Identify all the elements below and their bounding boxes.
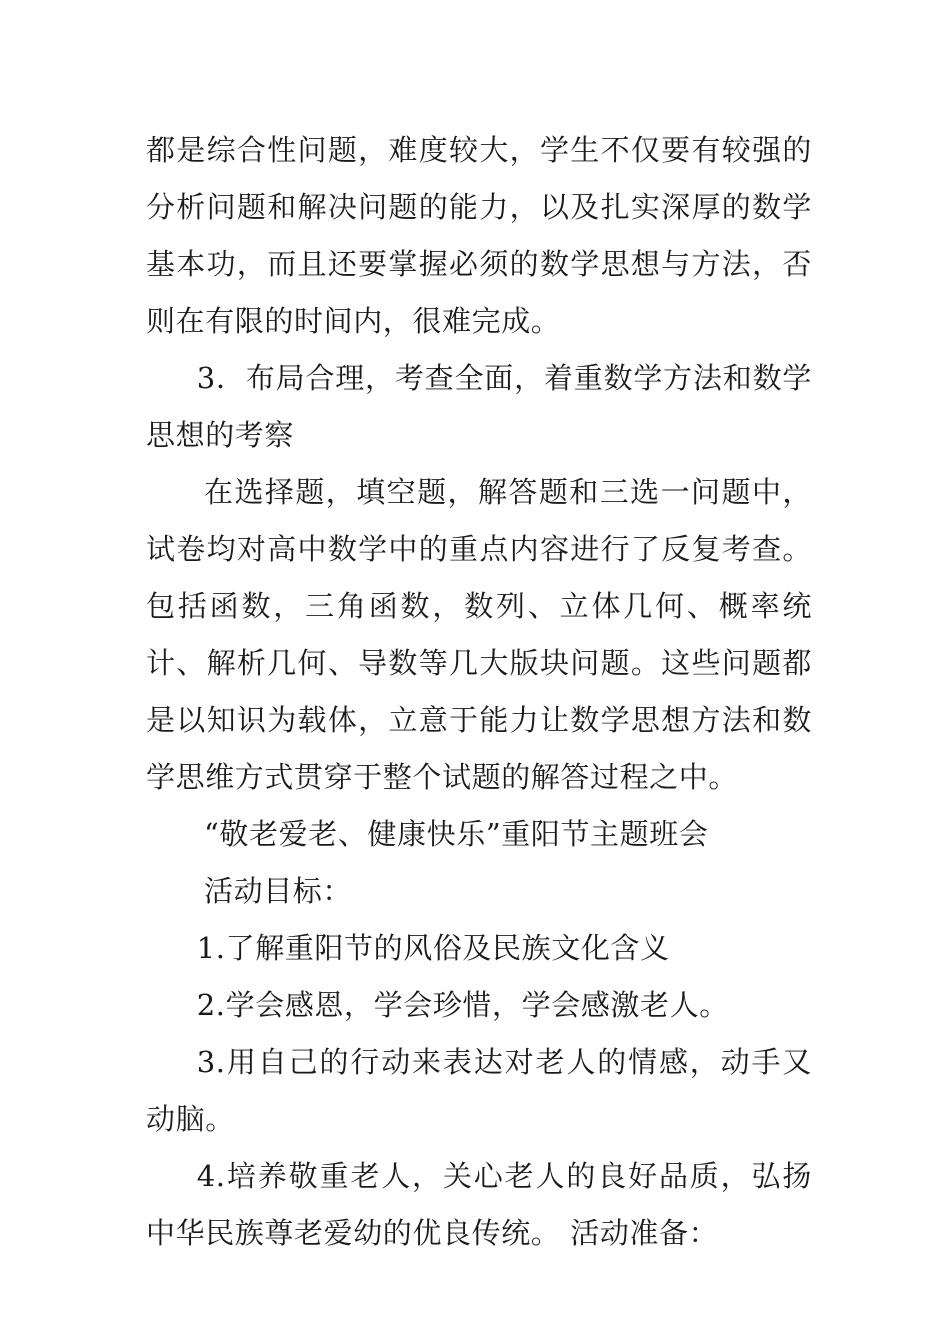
paragraph-continuation: 都是综合性问题，难度较大，学生不仅要有较强的分析问题和解决问题的能力，以及扎实深厚的数学基本功，而且还要掌握必须的数学思想与方法，否则在有限的时间内，很难完成。 [146, 133, 812, 338]
document-body [146, 122, 812, 1262]
class-meeting-title: “敬老爱老、健康快乐”重阳节主题班会 [204, 817, 709, 851]
goal-item-3: 3.用自己的行动来表达对老人的情感，动手又动脑。 [146, 1045, 812, 1136]
goal-item-2: 2.学会感恩，学会珍惜，学会感激老人。 [196, 988, 729, 1022]
paragraph-exam-content: 在选择题，填空题，解答题和三选一问题中，试卷均对高中数学中的重点内容进行了反复考查。包括函数，三角函数，数列、立体几何、概率统计、解析几何、导数等几大版块问题。这些问题都是以知识为载体，立意于能力让数学思想方法和数学思维方式贯穿于整个试题的解答过程之中。 [146, 475, 812, 794]
goal-item-4: 4.培养敬重老人，关心老人的良好品质，弘扬中华民族尊老爱幼的优良传统。 活动准备： [146, 1159, 812, 1250]
activity-goals-label: 活动目标： [204, 874, 353, 908]
section-heading-3: 3．布局合理，考查全面，着重数学方法和数学思想的考察 [146, 361, 812, 452]
goal-item-1: 1.了解重阳节的风俗及民族文化含义 [196, 931, 670, 965]
